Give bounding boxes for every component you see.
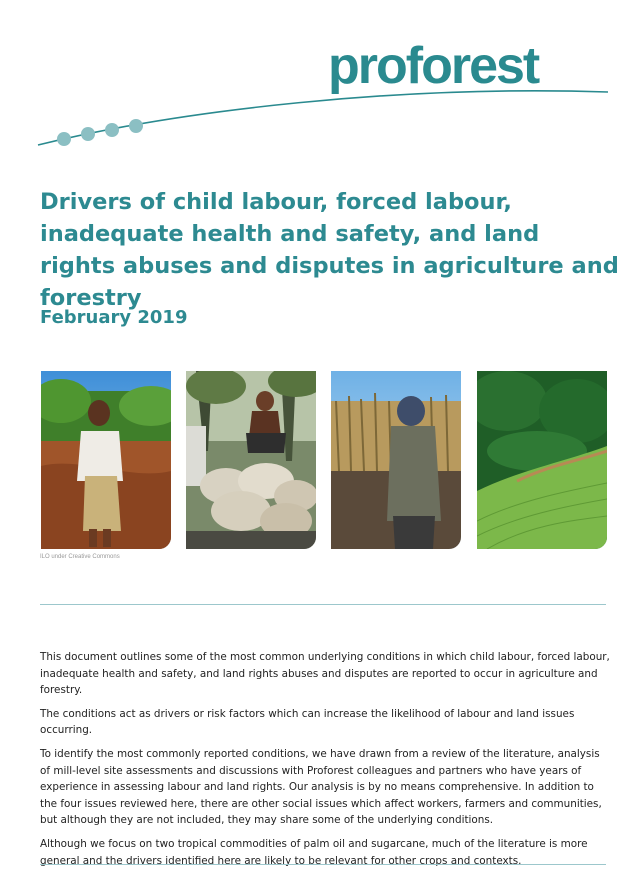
photo-workers-loading-sacks bbox=[186, 371, 316, 549]
body-paragraph: The conditions act as drivers or risk factors which can increase the likelihood of labour and land issues occurring. bbox=[40, 707, 575, 737]
logo-dot bbox=[129, 119, 143, 133]
photo-caption: ILO under Creative Commons bbox=[40, 554, 120, 560]
body-paragraph: This document outlines some of the most common underlying conditions in which child labour, forced labour, inadequate health and safety, and land rights abuses and disputes are reported to occur in agriculture and forestry. bbox=[40, 651, 610, 697]
logo-swoosh-line bbox=[38, 91, 608, 145]
divider-top bbox=[40, 604, 606, 605]
logo-dot bbox=[57, 132, 71, 146]
body-text bbox=[40, 649, 612, 876]
divider-bottom bbox=[40, 864, 606, 865]
document-title: Drivers of child labour, forced labour, inadequate health and safety, and land rights abuses and disputes in agriculture and forestry bbox=[40, 189, 619, 311]
body-paragraph: To identify the most commonly reported conditions, we have drawn from a review of the literature, analysis of mill-level site assessments and discussions with Proforest colleagues and partners who have years of experience in assessing labour and land rights. Our analysis is by no means comprehensive. In addition to the four issues reviewed here, there are other social issues which affect workers, farmers and communities, but although they are not included, they may share some of the underlying conditions. bbox=[40, 747, 602, 827]
logo-dot bbox=[105, 123, 119, 137]
logo-dot bbox=[81, 127, 95, 141]
photo-child-in-field bbox=[41, 371, 171, 549]
brand-logo: proforest bbox=[328, 37, 539, 95]
photo-aerial-palm-plantation bbox=[477, 371, 607, 549]
document-date: February 2019 bbox=[40, 307, 188, 328]
photo-sugarcane-worker bbox=[331, 371, 461, 549]
body-paragraph: Although we focus on two tropical commodities of palm oil and sugarcane, much of the literature is more general and the drivers identified here are likely to be relevant for other crops and contexts. bbox=[40, 837, 588, 867]
logo-area bbox=[0, 0, 639, 160]
logo-swoosh-graphic bbox=[0, 0, 639, 160]
